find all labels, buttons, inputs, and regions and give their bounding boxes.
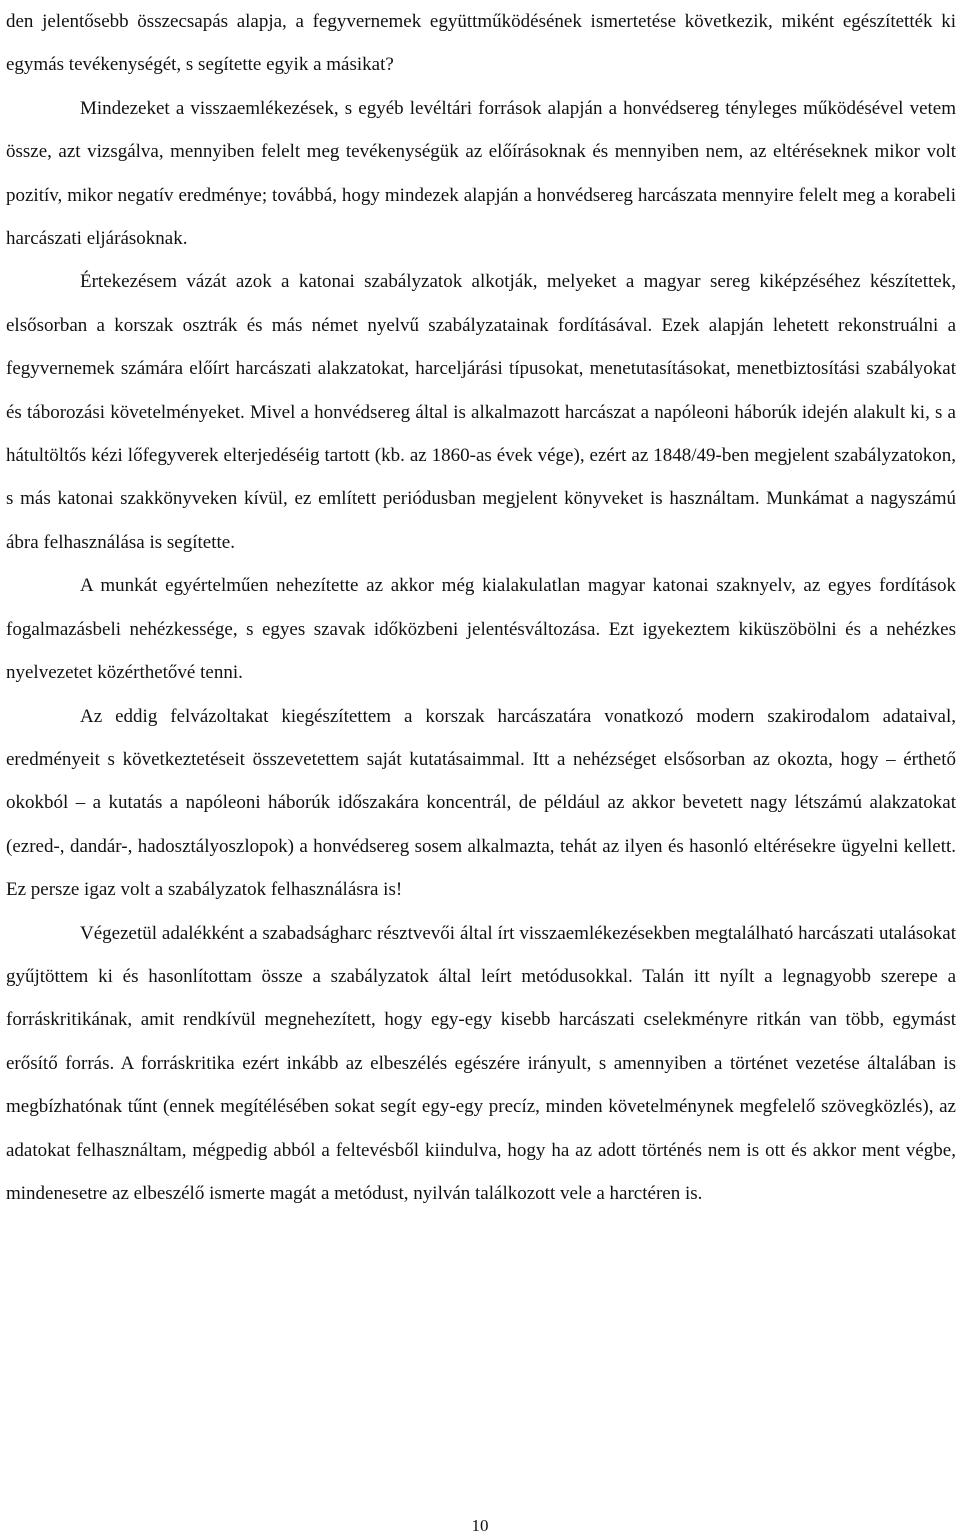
page-number: 10 xyxy=(471,1516,489,1535)
paragraph-memoirs: Végezetül adalékként a szabadságharc résztvevői által írt visszaemlékezésekben megtalálható harcászati utalásokat gyűjtöttem ki és hasonlítottam össze a szabályzatok által leírt metódusokkal. Talán itt nyílt a legnagyobb szerepe a forráskritikának, amit rendkívül megnehezített, hogy egy-egy kisebb harcászati cselekményre ritkán van több, egymást erősítő forrás. A forráskritika ezért inkább az elbeszélés egészére irányult, s amennyiben a történet vezetése általában is megbízhatónak tűnt (ennek megítélésében sokat segít egy-egy precíz, minden követelménynek megfelelő szövegközlés), az adatokat felhasználtam, mégpedig abból a feltevésből kiindulva, hogy ha az adott történés nem is ott és akkor ment végbe, mindenesetre az elbeszélő ismerte magát a metódust, nyilván találkozott vele a harctéren is. xyxy=(6,922,956,1204)
body-text xyxy=(6,0,956,1215)
paragraph-continuation: den jelentősebb összecsapás alapja, a fegyvernemek együttműködésének ismertetése következik, miként egészítették ki egymás tevékenységét, s segítette egyik a másikat? xyxy=(6,11,956,76)
paragraph-regulations: Értekezésem vázát azok a katonai szabályzatok alkotják, melyeket a magyar sereg kiképzéséhez készítettek, elsősorban a korszak osztrák és más német nyelvű szabályzatainak fordításával. Ezek alapján lehetett rekonstruálni a fegyvernemek számára előírt harcászati alakzatokat, harceljárási típusokat, menetutasításokat, menetbiztosítási szabályokat és táborozási követelményeket. Mivel a honvédsereg által is alkalmazott harcászat a napóleoni háborúk idején alakult ki, s a hátultöltős kézi lőfegyverek elterjedéséig tartott (kb. az 1860-as évek vége), ezért az 1848/49-ben megjelent szabályzatokon, s más katonai szakkönyveken kívül, ez említett periódusban megjelent könyveket is használtam. Munkámat a nagyszámú ábra felhasználása is segítette. xyxy=(6,271,956,553)
paragraph-sources-comparison: Mindezeket a visszaemlékezések, s egyéb levéltári források alapján a honvédsereg tényleges működésével vetem össze, azt vizsgálva, mennyiben felelt meg tevékenységük az előírásoknak és mennyiben nem, az eltéréseknek mikor volt pozitív, mikor negatív eredménye; továbbá, hogy mindezek alapján a honvédsereg harcászata mennyire felelt meg a korabeli harcászati eljárásoknak. xyxy=(6,97,956,250)
paragraph-terminology: A munkát egyértelműen nehezítette az akkor még kialakulatlan magyar katonai szaknyelv, az egyes fordítások fogalmazásbeli nehézkessége, s egyes szavak időközbeni jelentésváltozása. Ezt igyekeztem kiküszöbölni és a nehézkes nyelvezetet közérthetővé tenni. xyxy=(6,575,956,684)
paragraph-literature: Az eddig felvázoltakat kiegészítettem a korszak harcászatára vonatkozó modern szakirodalom adataival, eredményeit s következtetéseit összevetettem saját kutatásaimmal. Itt a nehézséget elsősorban az okozta, hogy – érthető okokból – a kutatás a napóleoni háborúk időszakára koncentrál, de például az akkor bevetett nagy létszámú alakzatokat (ezred-, dandár-, hadosztályoszlopok) a honvédsereg sosem alkalmazta, tehát az ilyen és hasonló eltérésekre ügyelni kellett. Ez persze igaz volt a szabályzatok felhasználásra is! xyxy=(6,705,956,901)
